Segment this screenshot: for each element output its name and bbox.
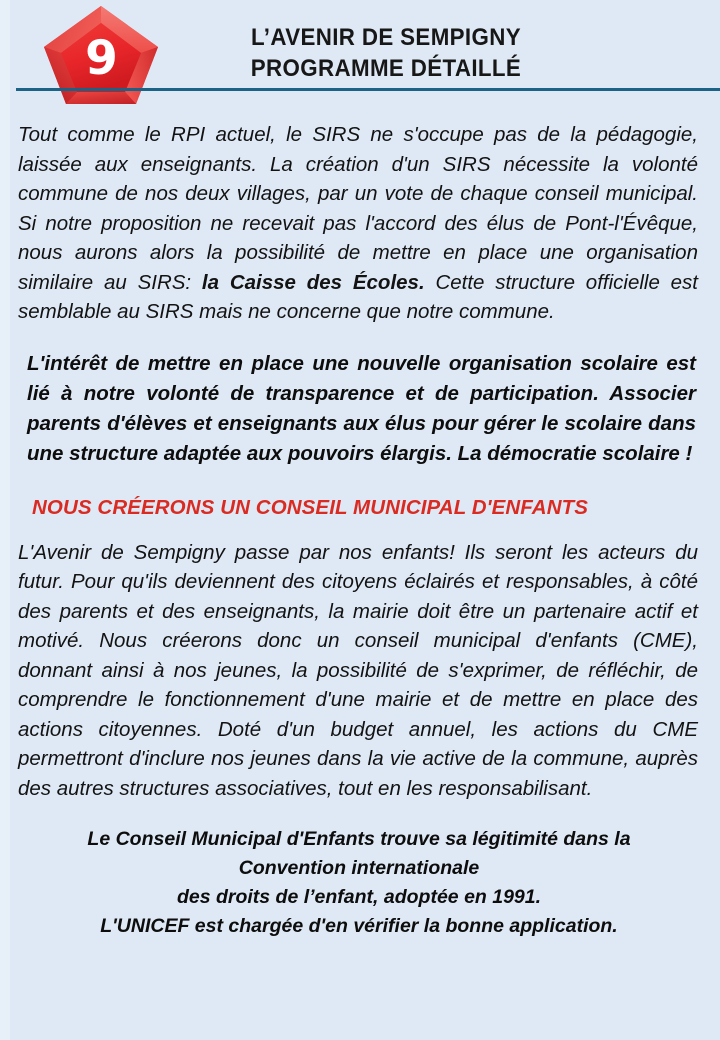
page-header	[0, 0, 720, 108]
closing-line-2: Convention internationale	[238, 857, 480, 879]
page-content	[0, 120, 720, 941]
intro-paragraph	[18, 120, 700, 327]
intro-text-part-1: Tout comme le RPI actuel, le SIRS ne s'occupe pas de la pédagogie, laissée aux enseignants. La création d'un SIRS nécessite la volonté commune de nos deux villages, par un vote de chaque conseil municipal. Si notre proposition ne recevait pas l'accord des élus de Pont-l'Évêque, nous aurons alors la possibilité de mettre en place une organisation similaire au SIRS:	[18, 123, 698, 294]
intro-text-part-2: Cette structure officielle est semblable au SIRS mais ne concerne que notre commune.	[18, 270, 698, 323]
closing-line-1: Le Conseil Municipal d'Enfants trouve sa légitimité dans la	[87, 828, 631, 850]
intro-bold-phrase: la Caisse des Écoles.	[201, 270, 425, 294]
closing-line-4: L'UNICEF est chargée d'en vérifier la bonne application.	[100, 915, 618, 937]
red-section-heading: NOUS CRÉERONS UN CONSEIL MUNICIPAL D'ENFANTS	[32, 495, 588, 519]
header-divider	[16, 88, 720, 91]
closing-block	[18, 825, 700, 941]
emphasis-paragraph: L'intérêt de mettre en place une nouvelle organisation scolaire est lié à notre volonté de transparence et de participation. Associer parents d'élèves et enseignants aux élus pour gérer le scolaire dans une structure adaptée aux pouvoirs élargis. La démocratie scolaire !	[27, 351, 696, 465]
cme-paragraph: L'Avenir de Sempigny passe par nos enfants! Ils seront les acteurs du futur. Pour qu'ils deviennent des citoyens éclairés et responsables, à côté des parents et des enseignants, la mairie doit être un partenaire actif et motivé. Nous créerons donc un conseil municipal d'enfants (CME), donnant ainsi à nos jeunes, la possibilité de s'exprimer, de réfléchir, de comprendre le fonctionnement d'une mairie et de mettre en place des actions citoyennes. Doté d'un budget annuel, les actions du CME permettront d'inclure nos jeunes dans la vie active de la commune, auprès des autres structures associatives, tout en les responsabilisant.	[18, 540, 698, 800]
badge-number: 9	[85, 30, 117, 86]
page-title-line-1: L’AVENIR DE SEMPIGNY	[251, 24, 521, 51]
page-title-line-2: PROGRAMME DÉTAILLÉ	[250, 55, 522, 82]
page-title	[191, 22, 582, 84]
closing-line-3: des droits de l’enfant, adoptée en 1991.	[176, 886, 542, 908]
